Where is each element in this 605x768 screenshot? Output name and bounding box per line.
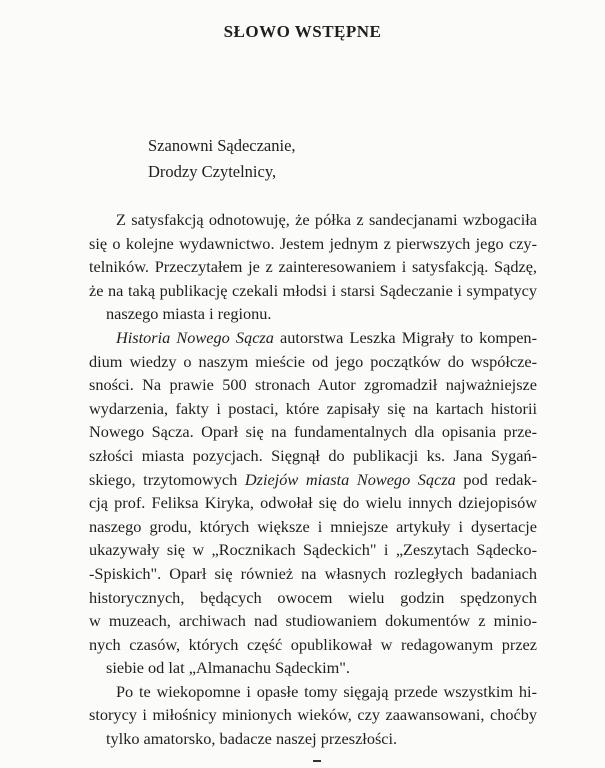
text-line: cją prof. Feliksa Kiryka, odwołał się do wielu innych dziejopisów (89, 493, 537, 513)
text-line: Historia Nowego Sącza autorstwa Leszka Migrały to kompen- (116, 327, 537, 347)
salutation-line: Szanowni Sądeczanie, (148, 136, 296, 155)
page-number-mark (313, 760, 321, 762)
text-line: sności. Na prawie 500 stronach Autor zgromadził najważniejsze (89, 375, 537, 395)
text-line: nych czasów, których część opublikował w redagowanym przez (89, 634, 537, 654)
text-line: telników. Przeczytałem je z zainteresowaniem i satysfakcją. Sądzę, (89, 257, 537, 277)
text-line: Z satysfakcją odnotowuję, że półka z sandecjanami wzbogaciła (116, 210, 537, 229)
text-line: Po te wiekopomne i opasłe tomy sięgają przede wszystkim hi- (116, 681, 537, 701)
text-line: dium wiedzy o naszym mieście od jego początków do współcze- (89, 351, 537, 371)
text-line: się o kolejne wydawnictwo. Jestem jednym z pierwszych jego czy- (89, 233, 537, 253)
text-line: naszego grodu, których większe i mniejsze artykuły i dysertacje (89, 516, 537, 536)
text-line: skiego, trzytomowych Dziejów miasta Nowego Sącza pod redak- (89, 469, 538, 489)
text-line: siebie od lat „Almanachu Sądeckim". (106, 658, 351, 678)
paragraph (89, 326, 537, 680)
text-line: wydarzenia, fakty i postaci, które zapisały się na kartach historii (89, 398, 537, 418)
salutation (148, 133, 296, 185)
body-text (89, 208, 537, 751)
paragraph (89, 680, 537, 751)
text-line: ukazywały się w „Rocznikach Sądeckich" i „Zeszytach Sądecko- (89, 540, 537, 560)
italic-title: Historia Nowego Sącza (116, 327, 274, 347)
salutation-line: Drodzy Czytelnicy, (148, 162, 277, 181)
text-line: tylko amatorsko, badacze naszej przeszłości. (106, 729, 398, 749)
text-line: szłości miasta pozycjach. Sięgnął do publikacji ks. Jana Sygań- (89, 445, 537, 465)
text-line: historycznych, będących owocem wielu godzin spędzonych (89, 587, 537, 607)
text-line: naszego miasta i regionu. (106, 304, 272, 324)
text-line: w muzeach, archiwach nad studiowaniem dokumentów z minio- (89, 611, 537, 631)
italic-title: Dziejów miasta Nowego Sącza (244, 469, 456, 489)
page-title: SŁOWO WSTĘPNE (223, 22, 382, 41)
paragraph (89, 208, 537, 326)
text-line: że na taką publikację czekali młodsi i starsi Sądeczanie i sympatycy (89, 280, 537, 300)
text-line: -Spiskich". Oparł się również na własnych rozległych badaniach (89, 563, 537, 583)
text-line: storycy i miłośnicy minionych wieków, czy zaawansowani, choćby (89, 705, 537, 725)
text-line: Nowego Sącza. Oparł się na fundamentalnych dla opisania prze- (89, 422, 537, 442)
